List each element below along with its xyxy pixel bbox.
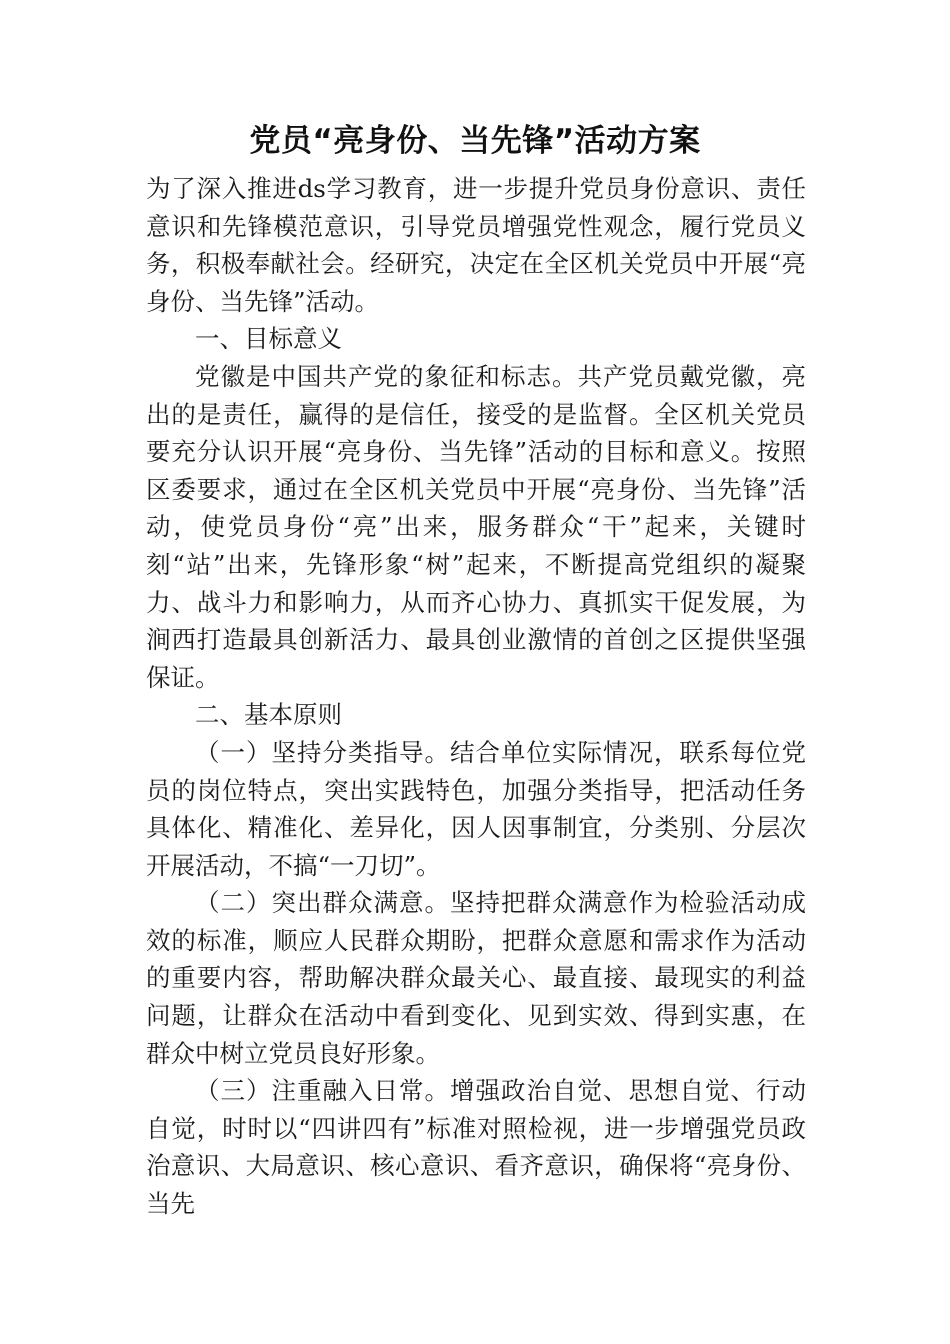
section-heading-principles: 二、基本原则 <box>195 700 342 730</box>
intro-paragraph: 为了深入推进ds学习教育，进一步提升党员身份意识、责任意识和先锋模范意识，引导党员增强党性观念，履行党员义务，积极奉献社会。经研究，决定在全区机关党员中开展“亮身份、当先锋”活动。 <box>146 174 806 316</box>
principle-paragraph-3: （三）注重融入日常。增强政治自觉、思想自觉、行动自觉，时时以“四讲四有”标准对照检视，进一步增强党员政治意识、大局意识、核心意识、看齐意识，确保将“亮身份、当先 <box>146 1076 806 1219</box>
document-body <box>146 170 806 1223</box>
principle-paragraph-1: （一）坚持分类指导。结合单位实际情况，联系每位党员的岗位特点，突出实践特色，加强分类指导，把活动任务具体化、精准化、差异化，因人因事制宜，分类别、分层次开展活动，不搞“一刀切”。 <box>146 737 806 880</box>
objectives-paragraph: 党徽是中国共产党的象征和标志。共产党员戴党徽，亮出的是责任，赢得的是信任，接受的是监督。全区机关党员要充分认识开展“亮身份、当先锋”活动的目标和意义。按照区委要求，通过在全区机关党员中开展“亮身份、当先锋”活动，使党员身份“亮”出来，服务群众“干”起来，关键时刻“站”出来，先锋形象“树”起来，不断提高党组织的凝聚力、战斗力和影响力，从而齐心协力、真抓实干促发展，为涧西打造最具创新活力、最具创业激情的首创之区提供坚强保证。 <box>146 361 806 692</box>
section-heading-objectives: 一、目标意义 <box>195 324 342 354</box>
document-title: 党员“亮身份、当先锋”活动方案 <box>249 123 701 159</box>
principle-paragraph-2: （二）突出群众满意。坚持把群众满意作为检验活动成效的标准，顺应人民群众期盼，把群众意愿和需求作为活动的重要内容，帮助解决群众最关心、最直接、最现实的利益问题，让群众在活动中看到变化、见到实效、得到实惠，在群众中树立党员良好形象。 <box>146 888 806 1068</box>
